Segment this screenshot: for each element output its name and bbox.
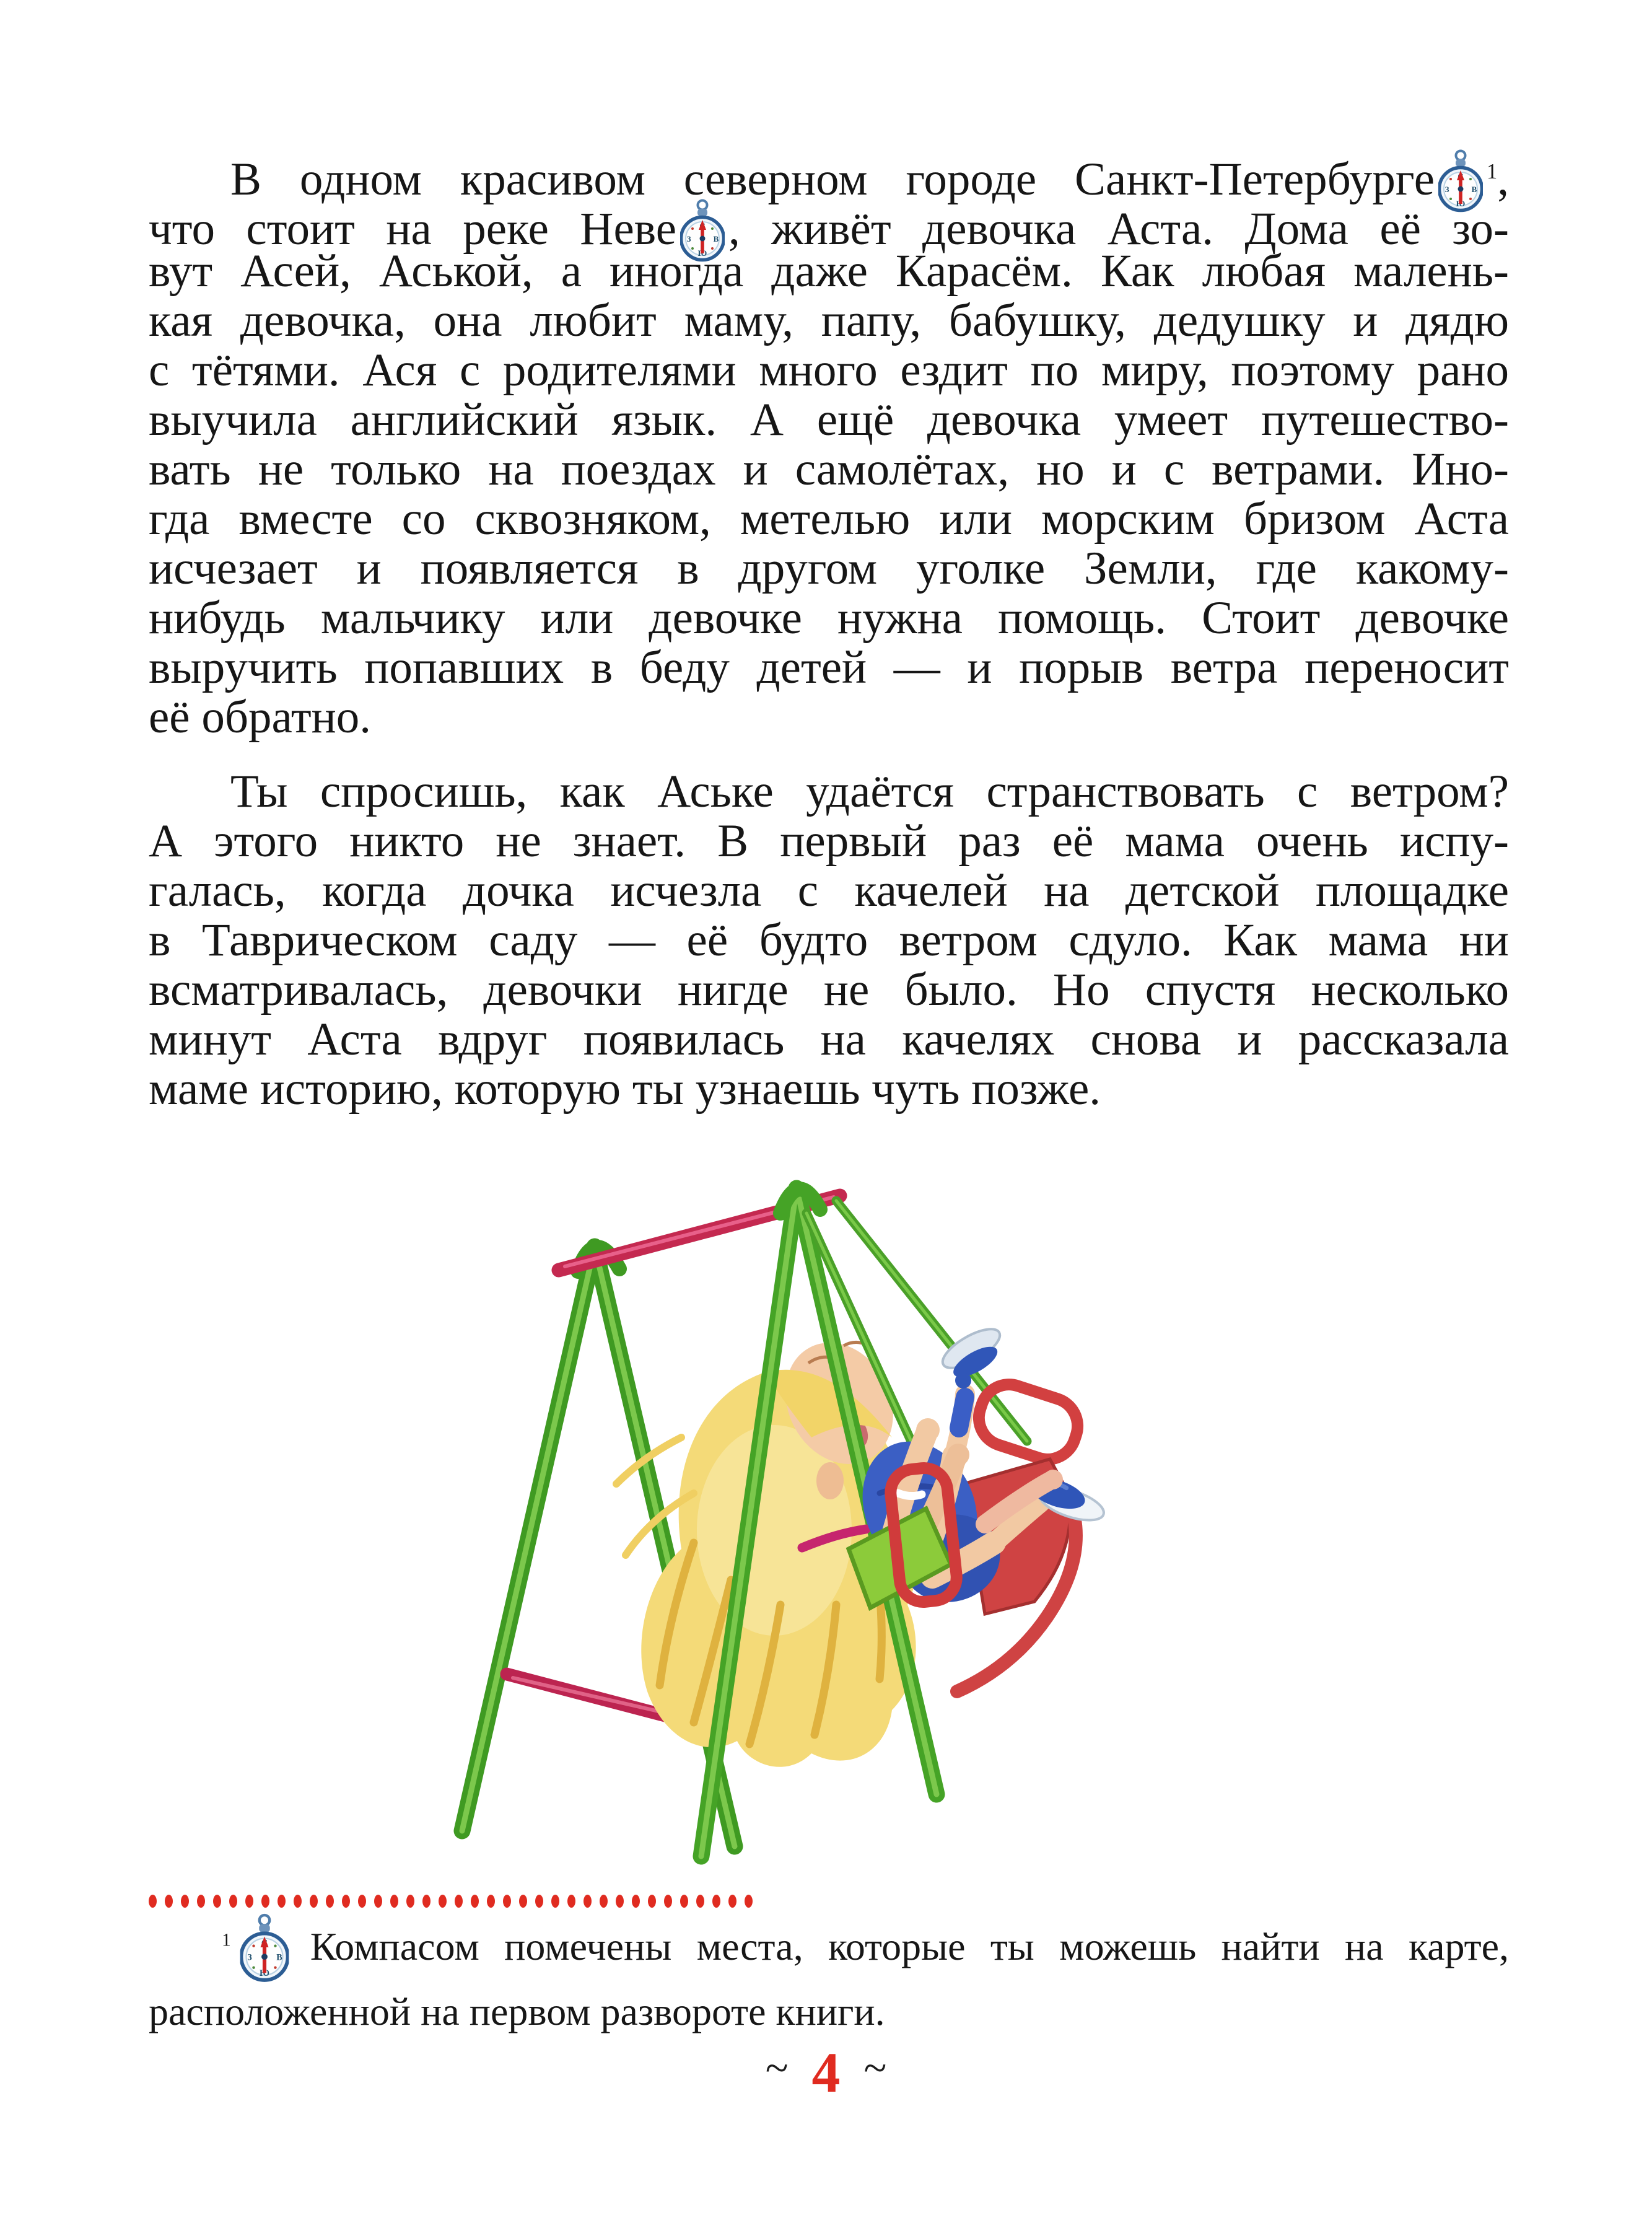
footnote [149,1911,1509,2045]
separator-dot [745,1895,753,1908]
text-line: А этого никто не знает. В первый раз её мама очень испу- [149,815,1509,867]
text-line: нибудь мальчику или девочке нужна помощь. Стоит девочке [149,592,1509,644]
separator-dot [358,1895,366,1908]
separator-dot [197,1895,205,1908]
page-number-value: 4 [811,2041,841,2104]
separator-dot [406,1895,414,1908]
text-line: с тётями. Ася с родителями много ездит по миру, поэтому рано [149,344,1509,396]
separator-dot [648,1895,656,1908]
separator-dot [487,1895,495,1908]
separator-dot [535,1895,543,1908]
separator-dot [261,1895,269,1908]
text-line: что стоит на реке Неве , живёт девочка Аста. Дома её зо- [149,197,1509,247]
text-line: кая девочка, она любит маму, папу, бабушку, дедушку и дядю [149,295,1509,346]
separator-dot [471,1895,479,1908]
paragraph-2 [149,767,1509,1114]
separator-dot [390,1895,398,1908]
separator-dot [229,1895,237,1908]
separator-dot [728,1895,736,1908]
separator-dot [181,1895,189,1908]
text-line: гда вместе со сквозняком, метелью или морским бризом Аста [149,493,1509,545]
text-line: исчезает и появляется в другом уголке Земли, где какому- [149,543,1509,594]
text-line: В одном красивом северном городе Санкт-Петербурге $^1$, [149,147,1509,197]
separator-dot [632,1895,640,1908]
page-number [0,2040,1652,2105]
swing-illustration [403,1146,1239,1890]
separator-dot [680,1895,688,1908]
separator-dot [245,1895,253,1908]
page-number-tilde-right: ~ [863,2044,887,2091]
separator-dot [310,1895,318,1908]
separator-dot [294,1895,302,1908]
text-line: Ты спросишь, как Аське удаётся странствовать с ветром? [230,766,1509,817]
footnote-marker: 1 [1487,160,1498,183]
dotted-separator [149,1895,753,1908]
footnote-marker: 1 [222,1930,231,1950]
compass-icon [240,1911,289,1985]
text-line: её обратно. [149,691,371,743]
page-number-tilde-left: ~ [765,2044,789,2091]
text-line: выучила английский язык. А ещё девочка умеет путешество- [149,394,1509,445]
separator-dot [422,1895,430,1908]
separator-dot [439,1895,447,1908]
text-line: маме историю, которую ты узнаешь чуть позже. [149,1063,1101,1115]
text-line: в Таврическом саду — её будто ветром сдуло. Как мама ни [149,914,1509,966]
separator-dot [600,1895,608,1908]
separator-dot [519,1895,527,1908]
text-line: всматривалась, девочки нигде не было. Но спустя несколько [149,964,1509,1015]
separator-dot [149,1895,157,1908]
separator-dot [455,1895,463,1908]
text-line: расположенной на первом развороте книги. [149,1989,885,2033]
text-line: вать не только на поездах и самолётах, но и с ветрами. Ино- [149,444,1509,495]
paragraph-1 [149,147,1509,742]
separator-dot [583,1895,592,1908]
text-line: минут Аста вдруг появилась на качелях снова и рассказала [149,1014,1509,1065]
separator-dot [567,1895,575,1908]
text-line: галась, когда дочка исчезла с качелей на детской площадке [149,865,1509,916]
separator-dot [374,1895,382,1908]
separator-dot [165,1895,173,1908]
separator-dot [551,1895,559,1908]
text-line: вут Асей, Аськой, а иногда даже Карасём. Как любая малень- [149,245,1509,297]
separator-dot [278,1895,286,1908]
separator-dot [616,1895,624,1908]
separator-dot [342,1895,350,1908]
separator-dot [503,1895,511,1908]
separator-dot [696,1895,704,1908]
separator-dot [326,1895,334,1908]
separator-dot [712,1895,720,1908]
text-line: $^1$ Компасом помечены места, которые ты можешь найти на карте, [149,1911,1509,1978]
separator-dot [664,1895,672,1908]
text-line: выручить попавших в беду детей — и порыв ветра переносит [149,642,1509,693]
separator-dot [213,1895,221,1908]
